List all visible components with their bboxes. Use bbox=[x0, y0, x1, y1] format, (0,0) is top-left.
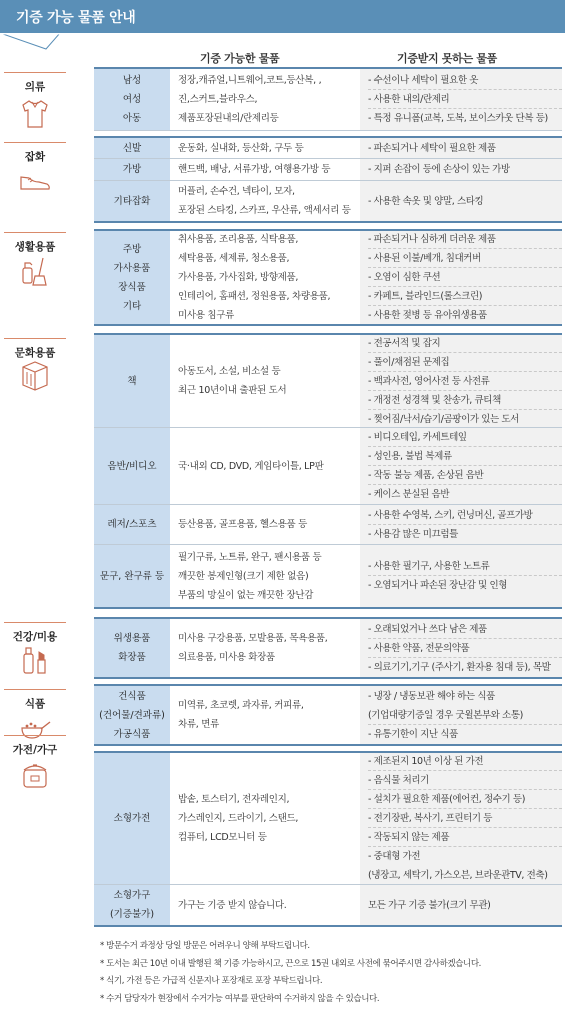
available-items: 핸드백, 배낭, 서류가방, 여행용가방 등 bbox=[178, 164, 331, 175]
shirt-icon bbox=[17, 96, 53, 132]
available-items: 미역류, 초코렛, 과자류, 커피류, 차류, 면류 bbox=[178, 700, 304, 730]
footnote: * 수거 담당자가 현장에서 수거가능 여부를 판단하여 수거하지 않을 수 있습니다. bbox=[100, 993, 380, 1004]
subcategory-cell: 음반/비디오 bbox=[94, 428, 170, 504]
rice-cooker-icon bbox=[17, 757, 53, 793]
table-row bbox=[94, 136, 562, 159]
available-items: 필기구류, 노트류, 완구, 팬시용품 등 깨끗한 봉제인형(크기 제한 없음) 부품의 망실이 없는 깨끗한 장난감 bbox=[178, 551, 322, 601]
table-row bbox=[94, 885, 562, 927]
available-items: 정장,캐쥬얼,니트웨어,코트,등산복, , 진,스커트,블라우스, 제품포장된내의/란제리등 bbox=[178, 75, 322, 124]
available-items: 가구는 기증 받지 않습니다. bbox=[178, 899, 287, 911]
table-row bbox=[94, 684, 562, 746]
unavailable-column-header: 기증받지 못하는 물품 bbox=[397, 52, 497, 65]
table-row bbox=[94, 545, 562, 609]
footnote: * 도서는 최근 10년 이내 발행된 책 기증 가능하시고, 끈으로 15권 내외로 사전에 묶어주시면 감사하겠습니다. bbox=[100, 958, 481, 969]
category-label: 잡화 bbox=[24, 151, 46, 163]
subcategory-cell: 신발 bbox=[94, 138, 170, 158]
available-items: 아동도서, 소설, 비소설 등 최근 10년이내 출판된 도서 bbox=[178, 366, 287, 396]
unavailable-items: - 파손되거나 심하게 더러운 제품 - 사용된 이불/베개, 침대커버 - 오염이 심한 쿠션 - 카페트, 블라인드(롤스크린) - 사용한 젖병 등 유아위생용품 bbox=[360, 231, 562, 324]
banner-tail bbox=[0, 33, 60, 55]
subcategory-cell: 소형가구 (기증불가) bbox=[94, 885, 170, 925]
unavailable-items: - 전공서적 및 잡지 - 풀이/채점된 문제집 - 백과사전, 영어사전 등 사전류 - 개정전 성경책 및 찬송가, 큐티책 - 찢어짐/낙서/습기/곰팡이가 있는 도서 bbox=[360, 335, 562, 427]
subcategory-cell: 책 bbox=[94, 335, 170, 427]
table-row bbox=[94, 751, 562, 885]
table-row bbox=[94, 333, 562, 428]
unavailable-items: - 수선이나 세탁이 필요한 옷 - 사용한 내의/란제리 - 특정 유니폼(교복, 도복, 보이스카웃 단복 등) bbox=[360, 69, 562, 130]
category-label: 문화용품 bbox=[14, 347, 56, 359]
subcategory-cell: 문구, 완구류 등 bbox=[94, 545, 170, 607]
subcategory-cell: 위생용품 화장품 bbox=[94, 619, 170, 677]
subcategory-cell: 주방 가사용품 장식품 기타 bbox=[94, 231, 170, 324]
table-row bbox=[94, 505, 562, 545]
unavailable-items: - 오래되었거나 쓰다 남은 제품 - 사용한 약품, 전문의약품 - 의료기기,기구 (주사기, 환자용 침대 등), 목발 bbox=[360, 619, 562, 677]
footnotes bbox=[100, 938, 560, 1008]
unavailable-items: - 사용한 속옷 및 양말, 스타킹 bbox=[360, 181, 562, 221]
unavailable-items: - 비디오테입, 카세트테잎 - 성인용, 불법 복제류 - 작동 불능 제품, 손상된 음반 - 케이스 분실된 음반 bbox=[360, 428, 562, 504]
table-row bbox=[94, 181, 562, 223]
unavailable-items: - 제조된지 10년 이상 된 가전 - 음식물 처리기 - 설치가 필요한 제품(에어컨, 정수기 등) - 전기장판, 복사기, 프린터기 등 - 작동되지 않는 제품 - 중대형 가전 (냉장고, 세탁기, 가스오븐, 브라운관TV, 전축) bbox=[360, 753, 562, 884]
food-scoop-icon bbox=[17, 710, 53, 746]
sneaker-icon bbox=[17, 162, 53, 198]
subcategory-cell: 건식품 (건어물/견과류) 가공식품 bbox=[94, 686, 170, 744]
table-row bbox=[94, 159, 562, 181]
available-items: 미사용 구강용품, 모발용품, 목욕용품, 의료용품, 미사용 화장품 bbox=[178, 633, 328, 663]
available-items: 등산용품, 골프용품, 헬스용품 등 bbox=[178, 519, 308, 530]
unavailable-items: 모든 가구 기증 불가(크기 무관) bbox=[360, 885, 562, 925]
subcategory-cell: 레저/스포츠 bbox=[94, 505, 170, 544]
available-items: 취사용품, 조리용품, 식탁용품, 세탁용품, 세제류, 청소용품, 가사용품, 가사집화, 방향제품, 인테리어, 홈패션, 정원용품, 차량용품, 미사용 침구류 bbox=[178, 234, 331, 321]
available-items: 운동화, 실내화, 등산화, 구두 등 bbox=[178, 142, 304, 154]
unavailable-items: - 사용한 필기구, 사용한 노트류 - 오염되거나 파손된 장난감 및 인형 bbox=[360, 545, 562, 607]
category-label: 생활용품 bbox=[14, 241, 56, 253]
available-items: 국·내외 CD, DVD, 게임타이틀, LP판 bbox=[178, 460, 324, 472]
table-row bbox=[94, 67, 562, 131]
available-column-header: 기증 가능한 물품 bbox=[200, 52, 280, 65]
subcategory-cell: 가방 bbox=[94, 159, 170, 180]
page-title: 기증 가능 물품 안내 bbox=[16, 10, 136, 26]
cleaning-supplies-icon bbox=[17, 254, 53, 290]
available-items: 머플러, 손수건, 넥타이, 모자, 포장된 스타킹, 스카프, 우산류, 액세서리 등 bbox=[178, 186, 351, 216]
unavailable-items: - 파손되거나 세탁이 필요한 제품 bbox=[360, 138, 562, 158]
footnote: * 방문수거 과정상 당일 방문은 어려우니 양해 부탁드립니다. bbox=[100, 941, 310, 951]
unavailable-items: - 냉장 / 냉동보관 해야 하는 식품 (기업대량기증일 경우 굿윌본부와 소통) - 유통기한이 지난 식품 bbox=[360, 686, 562, 744]
book-box-icon bbox=[17, 357, 53, 393]
subcategory-cell: 기타잡화 bbox=[94, 181, 170, 221]
category-label: 의류 bbox=[24, 81, 46, 93]
table-row bbox=[94, 617, 562, 679]
cosmetics-icon bbox=[17, 642, 53, 678]
table-row bbox=[94, 428, 562, 505]
category-label: 가전/가구 bbox=[12, 744, 58, 756]
table-row bbox=[94, 229, 562, 326]
subcategory-cell: 남성 여성 아동 bbox=[94, 69, 170, 130]
category-label: 건강/미용 bbox=[12, 631, 58, 643]
title-banner bbox=[0, 0, 565, 33]
subcategory-cell: 소형가전 bbox=[94, 753, 170, 884]
category-label: 식품 bbox=[24, 698, 46, 710]
available-items: 밥솥, 토스터기, 전자레인지, 가스레인지, 드라이기, 스탠드, 컴퓨터, LCD모니터 등 bbox=[178, 794, 299, 843]
footnote: * 식기, 가전 등은 가급적 신문지나 포장재로 포장 부탁드립니다. bbox=[100, 976, 323, 986]
unavailable-items: - 사용한 수영복, 스키, 런닝머신, 골프가방 - 사용감 많은 미끄럼틀 bbox=[360, 505, 562, 544]
unavailable-items: - 지퍼 손잡이 등에 손상이 있는 가방 bbox=[360, 159, 562, 180]
